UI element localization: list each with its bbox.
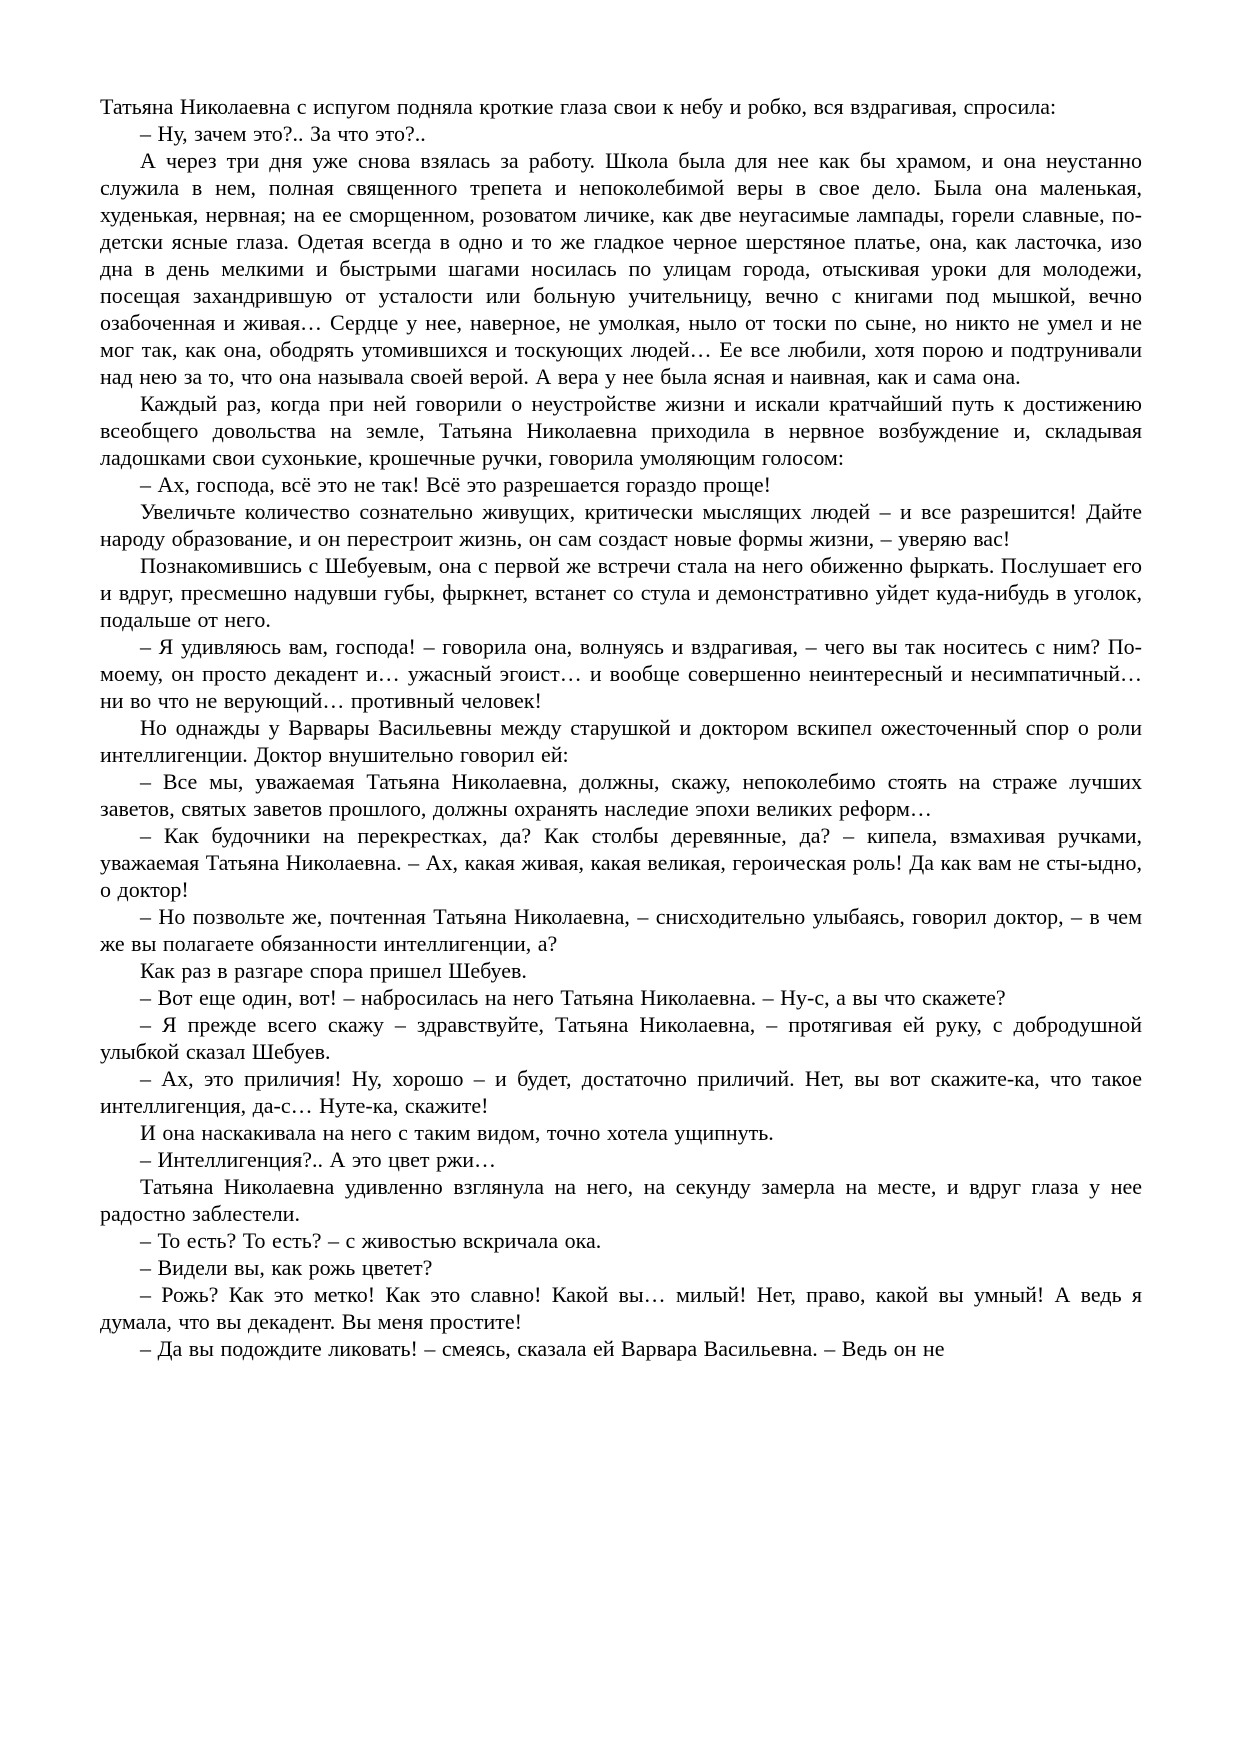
paragraph: – То есть? То есть? – с живостью вскричала ока. bbox=[140, 1228, 602, 1253]
paragraph: Познакомившись с Шебуевым, она с первой же встречи стала на него обиженно фыркать. Послушает его и вдруг, пресмешно надувши губы, фыркнет, встанет со стула и демонстративно уйдет куда-нибудь в уголок, подальше от него. bbox=[100, 553, 1142, 632]
paragraph: – Все мы, уважаемая Татьяна Николаевна, должны, скажу, непоколебимо стоять на страже лучших заветов, святых заветов прошлого, должны охранять наследие эпохи великих реформ… bbox=[100, 769, 1142, 821]
paragraph: – Да вы подождите ликовать! – смеясь, сказала ей Варвара Васильевна. – Ведь он не bbox=[140, 1336, 945, 1361]
paragraph: Татьяна Николаевна с испугом подняла кроткие глаза свои к небу и робко, вся вздрагивая, спросила: bbox=[100, 94, 1057, 119]
paragraph: Увеличьте количество сознательно живущих, критически мыслящих людей – и все разрешится! Дайте народу образование, и он перестроит жизнь, он сам создаст новые формы жизни, – уверяю вас! bbox=[100, 499, 1142, 551]
paragraph: Татьяна Николаевна удивленно взглянула на него, на секунду замерла на месте, и вдруг глаза у нее радостно заблестели. bbox=[100, 1174, 1142, 1226]
paragraph: – Рожь? Как это метко! Как это славно! Какой вы… милый! Нет, право, какой вы умный! А ведь я думала, что вы декадент. Вы меня простите! bbox=[100, 1282, 1142, 1334]
paragraph: – Вот еще один, вот! – набросилась на него Татьяна Николаевна. – Ну-с, а вы что скажете? bbox=[140, 985, 1006, 1010]
paragraph: Каждый раз, когда при ней говорили о неустройстве жизни и искали кратчайший путь к достижению всеобщего довольства на земле, Татьяна Николаевна приходила в нервное возбуждение и, складывая ладошками свои сухонькие, крошечные ручки, говорила умоляющим голосом: bbox=[100, 391, 1142, 470]
paragraph: – Я удивляюсь вам, господа! – говорила она, волнуясь и вздрагивая, – чего вы так носитесь с ним? По-моему, он просто декадент и… ужасный эгоист… и вообще совершенно неинтересный и несимпатичный… ни во что не верующий… противный человек! bbox=[100, 634, 1142, 713]
paragraph: А через три дня уже снова взялась за работу. Школа была для нее как бы храмом, и она неустанно служила в нем, полная священного трепета и непоколебимой веры в свое дело. Была она маленькая, худенькая, нервная; на ее сморщенном, розоватом личике, как две неугасимые лампады, горели славные, по-детски ясные глаза. Одетая всегда в одно и то же гладкое черное шерстяное платье, она, как ласточка, изо дна в день мелкими и быстрыми шагами носилась по улицам города, отыскивая уроки для молодежи, посещая захандрившую от усталости или больную учительницу, вечно с книгами под мышкой, вечно озабоченная и живая… Сердце у нее, наверное, не умолкая, ныло от тоски по сыне, но никто не умел и не мог так, как она, ободрять утомившихся и тоскующих людей… Ее все любили, хотя порою и подтрунивали над нею за то, что она называла своей верой. А вера у нее была ясная и наивная, как и сама она. bbox=[100, 148, 1142, 389]
paragraph: Как раз в разгаре спора пришел Шебуев. bbox=[140, 958, 527, 983]
paragraph: – Ну, зачем это?.. За что это?.. bbox=[140, 121, 426, 146]
paragraph: – Интеллигенция?.. А это цвет ржи… bbox=[140, 1147, 497, 1172]
paragraph: Но однажды у Варвары Васильевны между старушкой и доктором вскипел ожесточенный спор о роли интеллигенции. Доктор внушительно говорил ей: bbox=[100, 715, 1142, 767]
paragraph: – Видели вы, как рожь цветет? bbox=[140, 1255, 433, 1280]
paragraph: – Ах, господа, всё это не так! Всё это разрешается гораздо проще! bbox=[140, 472, 771, 497]
paragraph: И она наскакивала на него с таким видом, точно хотела ущипнуть. bbox=[140, 1120, 774, 1145]
paragraph: – Но позвольте же, почтенная Татьяна Николаевна, – снисходительно улыбаясь, говорил доктор, – в чем же вы полагаете обязанности интеллигенции, а? bbox=[100, 904, 1142, 956]
paragraph: – Ах, это приличия! Ну, хорошо – и будет, достаточно приличий. Нет, вы вот скажите-ка, что такое интеллигенция, да-с… Нуте-ка, скажите! bbox=[100, 1066, 1142, 1118]
paragraph: – Я прежде всего скажу – здравствуйте, Татьяна Николаевна, – протягивая ей руку, с добродушной улыбкой сказал Шебуев. bbox=[100, 1012, 1142, 1064]
paragraph: – Как будочники на перекрестках, да? Как столбы деревянные, да? – кипела, взмахивая ручками, уважаемая Татьяна Николаевна. – Ах, какая живая, какая великая, героическая роль! Да как вам не сты-ыдно, о доктор! bbox=[100, 823, 1142, 902]
